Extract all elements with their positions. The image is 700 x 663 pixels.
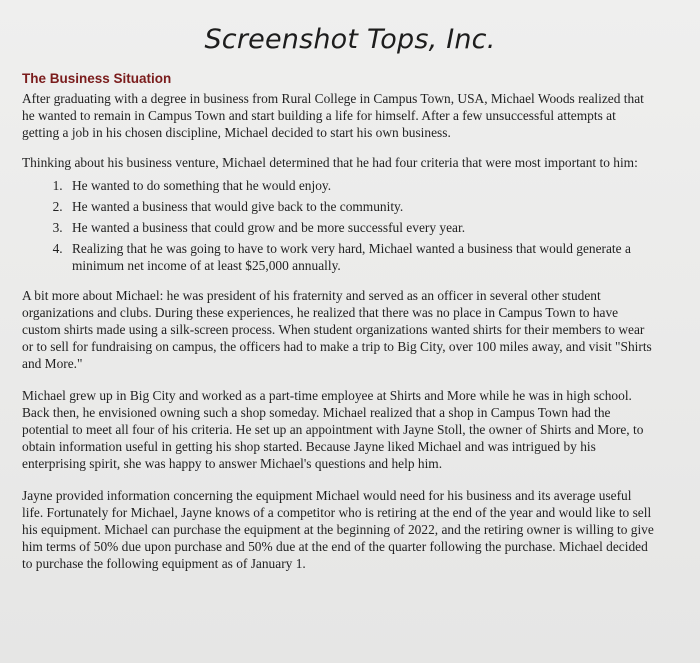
paragraph-grew-up: Michael grew up in Big City and worked as a part-time employee at Shirts and More while he was in high school. Back then, he envisioned owning such a shop someday. Michael realized that a shop in Campus Town had the potential to meet all four of his criteria. He set up an appointment with Jayne Stoll, the owner of Shirts and More, to obtain information useful in getting his shop started. Because Jayne liked Michael and was intrigued by his enterprising spirit, she was happy to answer Michael's questions and help him. [22, 388, 644, 471]
criteria-item: 2. He wanted a business that would give back to the community. [66, 198, 654, 215]
paragraph-about-michael: A bit more about Michael: he was president of his fraternity and served as an officer in several other student organizations and clubs. During these experiences, he realized that there was no place in Campus Town to have custom shirts made using a silk-screen process. When student organizations wanted shirts for their members to wear or to sell for fundraising on campus, the officers had to make a trip to Big City, over 100 miles away, and visit "Shirts and More." [22, 288, 652, 371]
criteria-item: 4. Realizing that he was going to have to work very hard, Michael wanted a business that would generate a minimum net income of at least $25,000 annually. [66, 240, 654, 274]
paragraph-jayne-info: Jayne provided information concerning the equipment Michael would need for his business and its average useful life. Fortunately for Michael, Jayne knows of a competitor who is retiring at the end of the year and would like to sell his equipment. Michael can purchase the equipment at the beginning of 2022, and the retiring owner is willing to give him terms of 50% due upon purchase and 50% due at the end of the quarter following the purchase. Michael decided to purchase the following equipment as of January 1. [22, 488, 654, 571]
criteria-item: 1. He wanted to do something that he would enjoy. [66, 177, 654, 194]
criteria-list [22, 177, 654, 274]
paragraph-intro: After graduating with a degree in business from Rural College in Campus Town, USA, Michael Woods realized that he wanted to remain in Campus Town and start building a life for himself. After a few unsuccessful attempts at getting a job in his chosen discipline, Michael decided to start his own business. [22, 91, 644, 140]
criteria-item: 3. He wanted a business that could grow and be more successful every year. [66, 219, 654, 236]
section-heading: The Business Situation [22, 71, 172, 86]
paragraph-criteria-intro: Thinking about his business venture, Michael determined that he had four criteria that were most important to him: [22, 155, 638, 170]
document-title: Screenshot Tops, Inc. [204, 24, 496, 55]
